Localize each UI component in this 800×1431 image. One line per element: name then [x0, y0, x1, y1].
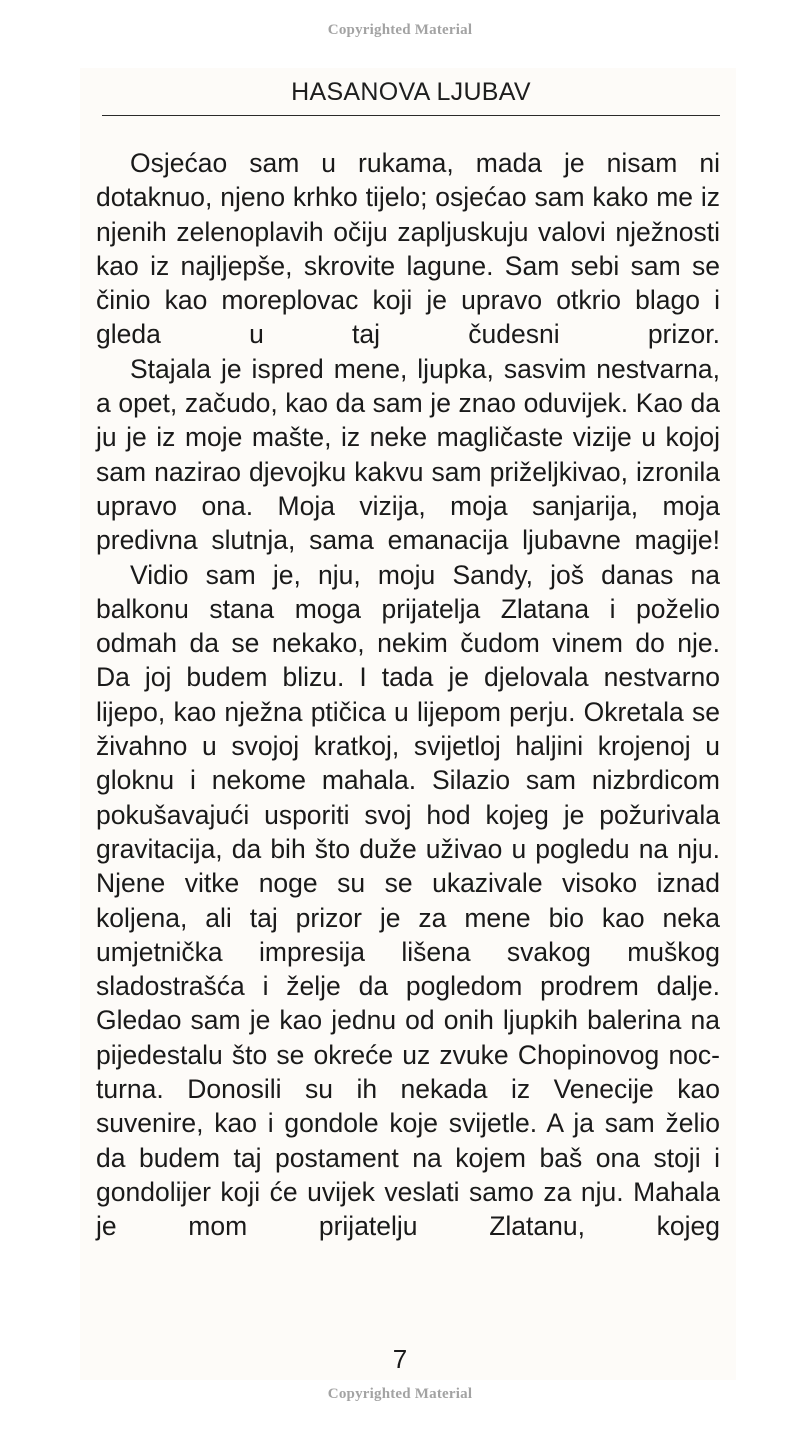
paragraph-3: Vidio sam je, nju, moju Sandy, još danas na balkonu stana moga prijatelja Zlatana i poželio odmah da se nekako, nekim čudom vinem do nje. Da joj budem blizu. I tada je djelovala nestvarno lijepo, kao nježna ptičica u lijepom perju. Okretala se živahno u svojoj kratkoj, svijetloj haljini krojenoj u gloknu i nekome mahala. Silazio sam nizbrdicom pokušavajući usporiti svoj hod kojeg je požurivala gravitacija, da bih što duže uživao u pogledu na nju. Njene vitke noge su se ukazivale visoko iznad koljena, ali taj prizor je za mene bio kao neka umjetnička impresija lišena svakog muškog sladostrašća i želje da pogledom prodrem dalje. Gledao sam je kao jednu od onih ljupkih balerina na pijedestalu što se okreće uz zvuke Chopinovog nocturna. Donosili su ih nekada iz Venecije kao suvenire, kao i gondole koje svijetle. A ja sam želio da budem taj postament na kojem baš ona stoji i gondolijer koji će uvijek veslati samo za nju. Mahala je mom prijatelju Zlatanu, kojeg [96, 559, 720, 1242]
running-head-title: HASANOVA LJUBAV [291, 78, 531, 106]
copyright-watermark-bottom: Copyrighted Material [327, 1386, 473, 1402]
paragraph-1: Osjećao sam u rukama, mada je nisam ni dotaknuo, njeno krhko tijelo; osjećao sam kako me iz njenih zelenoplavih očiju zapljuskuju valovi nježnosti kao iz najljepše, skrovite lagune. Sam sebi sam se činio kao moreplovac koji je upravo otkrio blago i gleda u taj čudesni prizor. [96, 148, 720, 350]
paragraph-2: Stajala je ispred mene, ljupka, sasvim nestvarna, a opet, začudo, kao da sam je znao oduvijek. Kao da ju je iz moje mašte, iz neke magličaste vizije u kojoj sam nazirao djevojku kakvu sam priželjkivao, izronila upravo ona. Moja vizija, moja sanjarija, moja predivna slutnja, sama emanacija ljubavne magije! [96, 353, 720, 556]
page-number: 7 [392, 1344, 408, 1374]
body-text [96, 146, 720, 1244]
header-divider [102, 115, 720, 116]
copyright-watermark-top: Copyrighted Material [327, 22, 473, 38]
